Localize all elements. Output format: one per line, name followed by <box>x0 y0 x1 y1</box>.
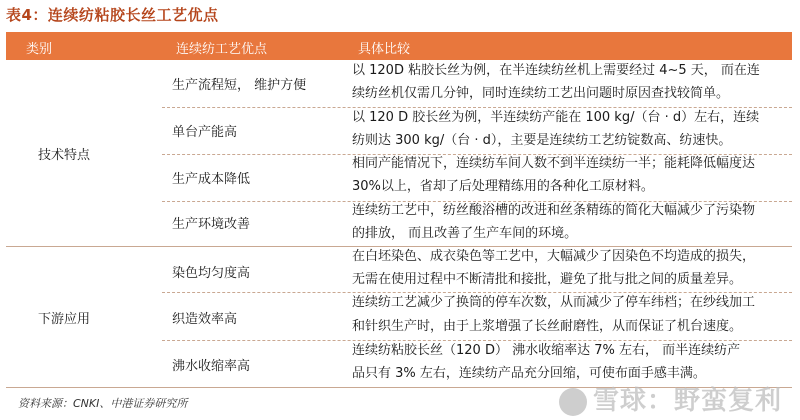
snowball-logo-icon <box>559 388 587 416</box>
advantage-cell: 沸水收缩率高 <box>172 359 251 374</box>
detail-line: 和针织生产时，由于上浆增强了长丝耐磨性，从而保证了机台速度。 <box>352 319 743 334</box>
detail-line: 连续纺粘胶长丝（120 D） 沸水收缩率达 7% 左右， 而半连续纺产 <box>352 343 741 358</box>
source-note: 资料来源：CNKI、中港证券研究所 <box>18 397 188 410</box>
header-detail: 具体比较 <box>358 42 411 57</box>
detail-line: 以 120D 粘胶长丝为例，在半连续纺丝机上需要经过 4~5 天， 而在连 <box>352 63 760 78</box>
advantage-cell: 单台产能高 <box>172 125 238 140</box>
advantage-cell: 染色均匀度高 <box>172 266 251 281</box>
table-header <box>6 32 792 60</box>
detail-line: 连续纺工艺中，纺丝酸浴槽的改进和丝条精练的简化大幅减少了污染物 <box>352 203 756 218</box>
advantage-cell: 生产流程短， 维护方便 <box>172 78 307 93</box>
advantage-cell: 织造效率高 <box>172 312 238 327</box>
detail-line: 连续纺工艺减少了换筒的停车次数，从而减少了停车纬档；在纱线加工 <box>352 295 756 310</box>
table-title: 表4：连续纺粘胶长丝工艺优点 <box>6 6 219 24</box>
detail-line: 30%以上，省却了后处理精练用的各种化工原材料。 <box>352 179 654 194</box>
watermark <box>559 380 782 417</box>
header-advantage: 连续纺工艺优点 <box>176 42 268 57</box>
detail-line: 以 120 D 胶长丝为例，半连续纺产能在 100 kg/（台 · d）左右，连续 <box>352 110 760 125</box>
category-tech: 技术特点 <box>38 148 91 163</box>
detail-line: 的排放， 而且改善了生产车间的环境。 <box>352 226 578 241</box>
detail-line: 续纺丝机仅需几分钟，同时连续纺工艺出问题时原因查找较简单。 <box>352 86 730 101</box>
watermark-text: 雪球：野蛮复利 <box>592 386 782 416</box>
detail-line: 相同产能情况下，连续纺车间人数不到半连续纺一半；能耗降低幅度达 <box>352 156 756 171</box>
advantage-cell: 生产成本降低 <box>172 172 251 187</box>
detail-line: 在白坯染色、成衣染色等工艺中，大幅减少了因染色不均造成的损失， <box>352 249 756 264</box>
detail-line: 品只有 3% 左右，连续纺产品充分回缩，可使布面手感丰满。 <box>352 366 706 381</box>
detail-line: 纺则达 300 kg/（台 · d），主要是连续纺工艺纺锭数高、纺速快。 <box>352 133 732 148</box>
detail-line: 无需在使用过程中不断清批和接批，避免了批与批之间的质量差异。 <box>352 272 743 287</box>
category-downstream: 下游应用 <box>38 312 91 327</box>
header-category: 类别 <box>26 42 53 57</box>
advantage-cell: 生产环境改善 <box>172 217 251 232</box>
